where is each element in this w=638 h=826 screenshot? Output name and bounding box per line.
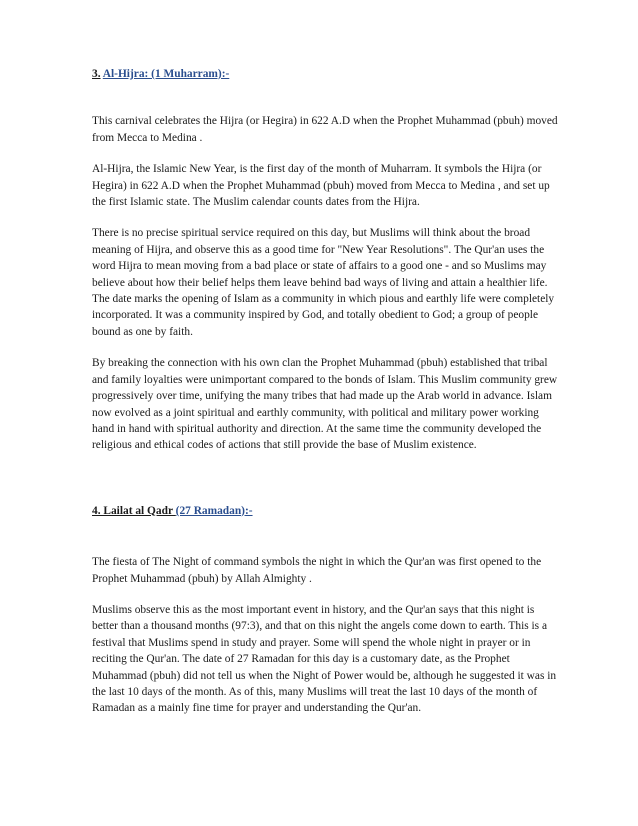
paragraph: By breaking the connection with his own clan the Prophet Muhammad (pbuh) established that tribal and family loyalties were unimportant compared to the bonds of Islam. This Muslim community grew progressively over time, unifying the many tribes that had made up the Arab world in advance. Islam now evolved as a joint spiritual and earthly community, with political and military power working hand in hand with spiritual authority and direction. At the same time the community developed the religious and ethical codes of actions that still provide the base of Muslim existence.: [92, 357, 558, 452]
section-title-link[interactable]: (27 Ramadan):-: [175, 504, 253, 517]
section-heading-lailat-al-qadr: [92, 503, 562, 519]
paragraph: Muslims observe this as the most important event in history, and the Qur'an says that this night is better than a thousand months (97:3), and that on this night the angels come down to earth. This is a festival that Muslims spend in study and prayer. Some will spend the whole night in prayer or in reciting the Qur'an. The date of 27 Ramadan for this day is a customary date, as the Prophet Muhammad (pbuh) did not tell us when the Night of Power would be, although he suggested it was in the last 10 days of the month. As of this, many Muslims will treat the last 10 days of the month of Ramadan as a mainly fine time for prayer and understanding the Qur'an.: [92, 603, 557, 715]
paragraph: The fiesta of The Night of command symbols the night in which the Qur'an was first opened to the Prophet Muhammad (pbuh) by Allah Almighty .: [92, 556, 542, 585]
paragraph: Al-Hijra, the Islamic New Year, is the first day of the month of Muharram. It symbols the Hijra (or Hegira) in 622 A.D when the Prophet Muhammad (pbuh) moved from Mecca to Medina , and set up the first Islamic state. The Muslim calendar counts dates from the Hijra.: [92, 163, 550, 209]
section-number: 3.: [92, 68, 101, 80]
document-body: [92, 66, 562, 717]
paragraph: There is no precise spiritual service required on this day, but Muslims will think about the broad meaning of Hijra, and observe this as a good time for "New Year Resolutions". The Qur'an uses the word Hijra to mean moving from a bad place or state of affairs to a good one - and so Muslims may believe about how their belief helps them leave behind bad ways of living and attain a healthier life. The date marks the opening of Islam as a community in which pious and earthly life were completely incorporated. It was a community inspired by God, and totally obedient to God; a group of people bound as one by faith.: [92, 227, 555, 338]
paragraph: This carnival celebrates the Hijra (or Hegira) in 622 A.D when the Prophet Muhammad (pbuh) moved from Mecca to Medina .: [92, 115, 558, 144]
section-heading-al-hijra: [92, 66, 562, 82]
section-title-link[interactable]: Al-Hijra: (1 Muharram):-: [102, 68, 230, 80]
section-title: 4. Lailat al Qadr: [92, 504, 176, 517]
